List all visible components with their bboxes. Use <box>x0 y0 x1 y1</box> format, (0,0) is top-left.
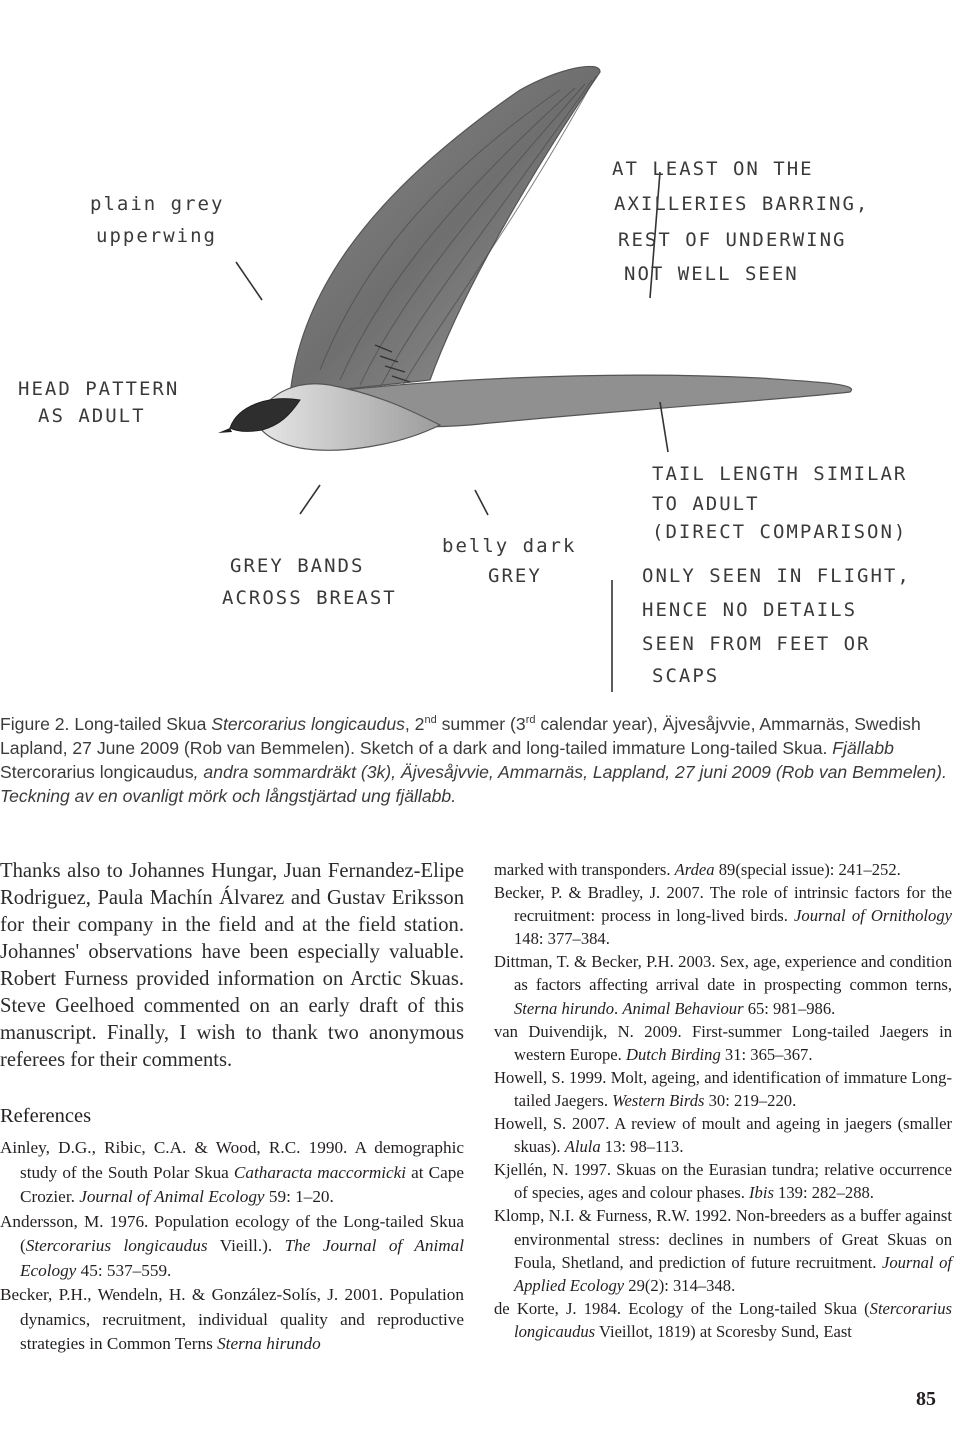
reference-item: van Duivendijk, N. 2009. First-summer Long-tailed Jaegers in western Europe. Dutch Birding 31: 365–367. <box>494 1021 952 1064</box>
caption-sv-prefix: Fjällabb <box>832 738 894 758</box>
page-number: 85 <box>916 1388 936 1410</box>
note-belly: belly dark GREY <box>442 535 577 587</box>
references-heading: References <box>0 1105 92 1127</box>
bird-sketch-illustration <box>0 0 960 700</box>
reference-item: Kjellén, N. 1997. Skuas on the Eurasian tundra; relative occurrence of species, ages and colour phases. Ibis 139: 282–288. <box>494 1160 952 1203</box>
caption-sv-rest: , andra sommardräkt (3k), Äjvesåjvvie, Ammarnäs, Lappland, 27 juni 2009 (Rob van Bemmelen). Teckning av en ovanligt mörk och långstjärtad ung fjällabb. <box>0 762 947 806</box>
caption-en-part1: , 2 <box>404 714 425 734</box>
note-only-seen: ONLY SEEN IN FLIGHT, HENCE NO DETAILS SEEN FROM FEET OR SCAPS <box>642 565 911 687</box>
reference-item: Andersson, M. 1976. Population ecology of the Long-tailed Skua (Stercorarius longicaudus Vieill.). The Journal of Animal Ecology 45: 537–559. <box>0 1211 465 1280</box>
reference-item: Becker, P.H., Wendeln, H. & González-Solís, J. 2001. Population dynamics, recruitment, individual quality and reproductive strategies in Common Terns Sterna hirundo <box>0 1285 464 1354</box>
reference-item: Ainley, D.G., Ribic, C.A. & Wood, R.C. 1990. A demographic study of the South Polar Skua Catharacta maccormicki at Cape Crozier. Journal of Animal Ecology 59: 1–20. <box>0 1138 464 1207</box>
reference-item: Klomp, N.I. & Furness, R.W. 1992. Non-breeders as a buffer against environmental stress: declines in numbers of Great Skuas on Foula, Shetland, and prediction of future recruitment. Journal of Applied Ecology 29(2): 314–348. <box>494 1206 952 1295</box>
note-tail-length: TAIL LENGTH SIMILAR TO ADULT (DIRECT COMPARISON) <box>652 463 908 543</box>
figure-caption <box>0 712 958 808</box>
reference-item: Howell, S. 1999. Molt, ageing, and identification of immature Long-tailed Jaegers. Western Birds 30: 219–220. <box>494 1067 952 1110</box>
right-column <box>494 858 952 1343</box>
reference-item-continued: marked with transponders. Ardea 89(special issue): 241–252. <box>494 860 901 879</box>
reference-item: Dittman, T. & Becker, P.H. 2003. Sex, age, experience and condition as factors affecting arrival date in prospecting common terns, Sterna hirundo. Animal Behaviour 65: 981–986. <box>494 952 952 1018</box>
note-grey-bands: GREY BANDS ACROSS BREAST <box>222 555 397 609</box>
references-list-left <box>0 1136 464 1357</box>
bird-bill <box>218 428 232 433</box>
upper-wing <box>290 66 600 395</box>
reference-item: Howell, S. 2007. A review of moult and ageing in jaegers (smaller skuas). Alula 13: 98–113. <box>494 1114 952 1157</box>
reference-item: de Korte, J. 1984. Ecology of the Long-tailed Skua (Stercorarius longicaudus Vieillot, 1819) at Scoresby Sund, East <box>494 1298 952 1341</box>
note-head-pattern: HEAD PATTERN AS ADULT <box>18 378 180 427</box>
caption-en-prefix: Figure 2. Long-tailed Skua <box>0 714 212 734</box>
note-plain-upperwing: plain grey upperwing <box>90 193 225 247</box>
note-axillaries: AT LEAST ON THE AXILLERIES BARRING, REST OF UNDERWING NOT WELL SEEN <box>612 158 870 285</box>
caption-en-part2: summer (3 <box>436 714 526 734</box>
reference-item: Becker, P. & Bradley, J. 2007. The role of intrinsic factors for the recruitment: process in long-lived birds. Journal of Ornithology 148: 377–384. <box>494 883 952 949</box>
left-column <box>0 858 464 1357</box>
caption-en-part3: calendar year), Äjvesåjvvie, Ammarnäs, Swedish Lapland, 27 June 2009 (Rob van Bemmelen). Sketch of a dark and long-tailed immature Long-tailed Skua. <box>0 714 921 758</box>
caption-en-sup2: rd <box>525 714 536 727</box>
caption-en-sup1: nd <box>424 714 437 727</box>
caption-en-species: Stercorarius longicaudus <box>211 714 405 734</box>
acknowledgement-paragraph: Thanks also to Johannes Hungar, Juan Fernandez-Elipe Rodriguez, Paula Machín Álvarez and Gustav Eriksson for their company in the field and at the field station. Johannes' observations have been especially valuable. Robert Furness provided information on Arctic Skuas. Steve Geelhoed commented on an early draft of this manuscript. Finally, I wish to thank two anonymous referees for their comments. <box>0 860 464 1071</box>
caption-sv-species: Stercorarius longicaudus <box>0 762 194 782</box>
